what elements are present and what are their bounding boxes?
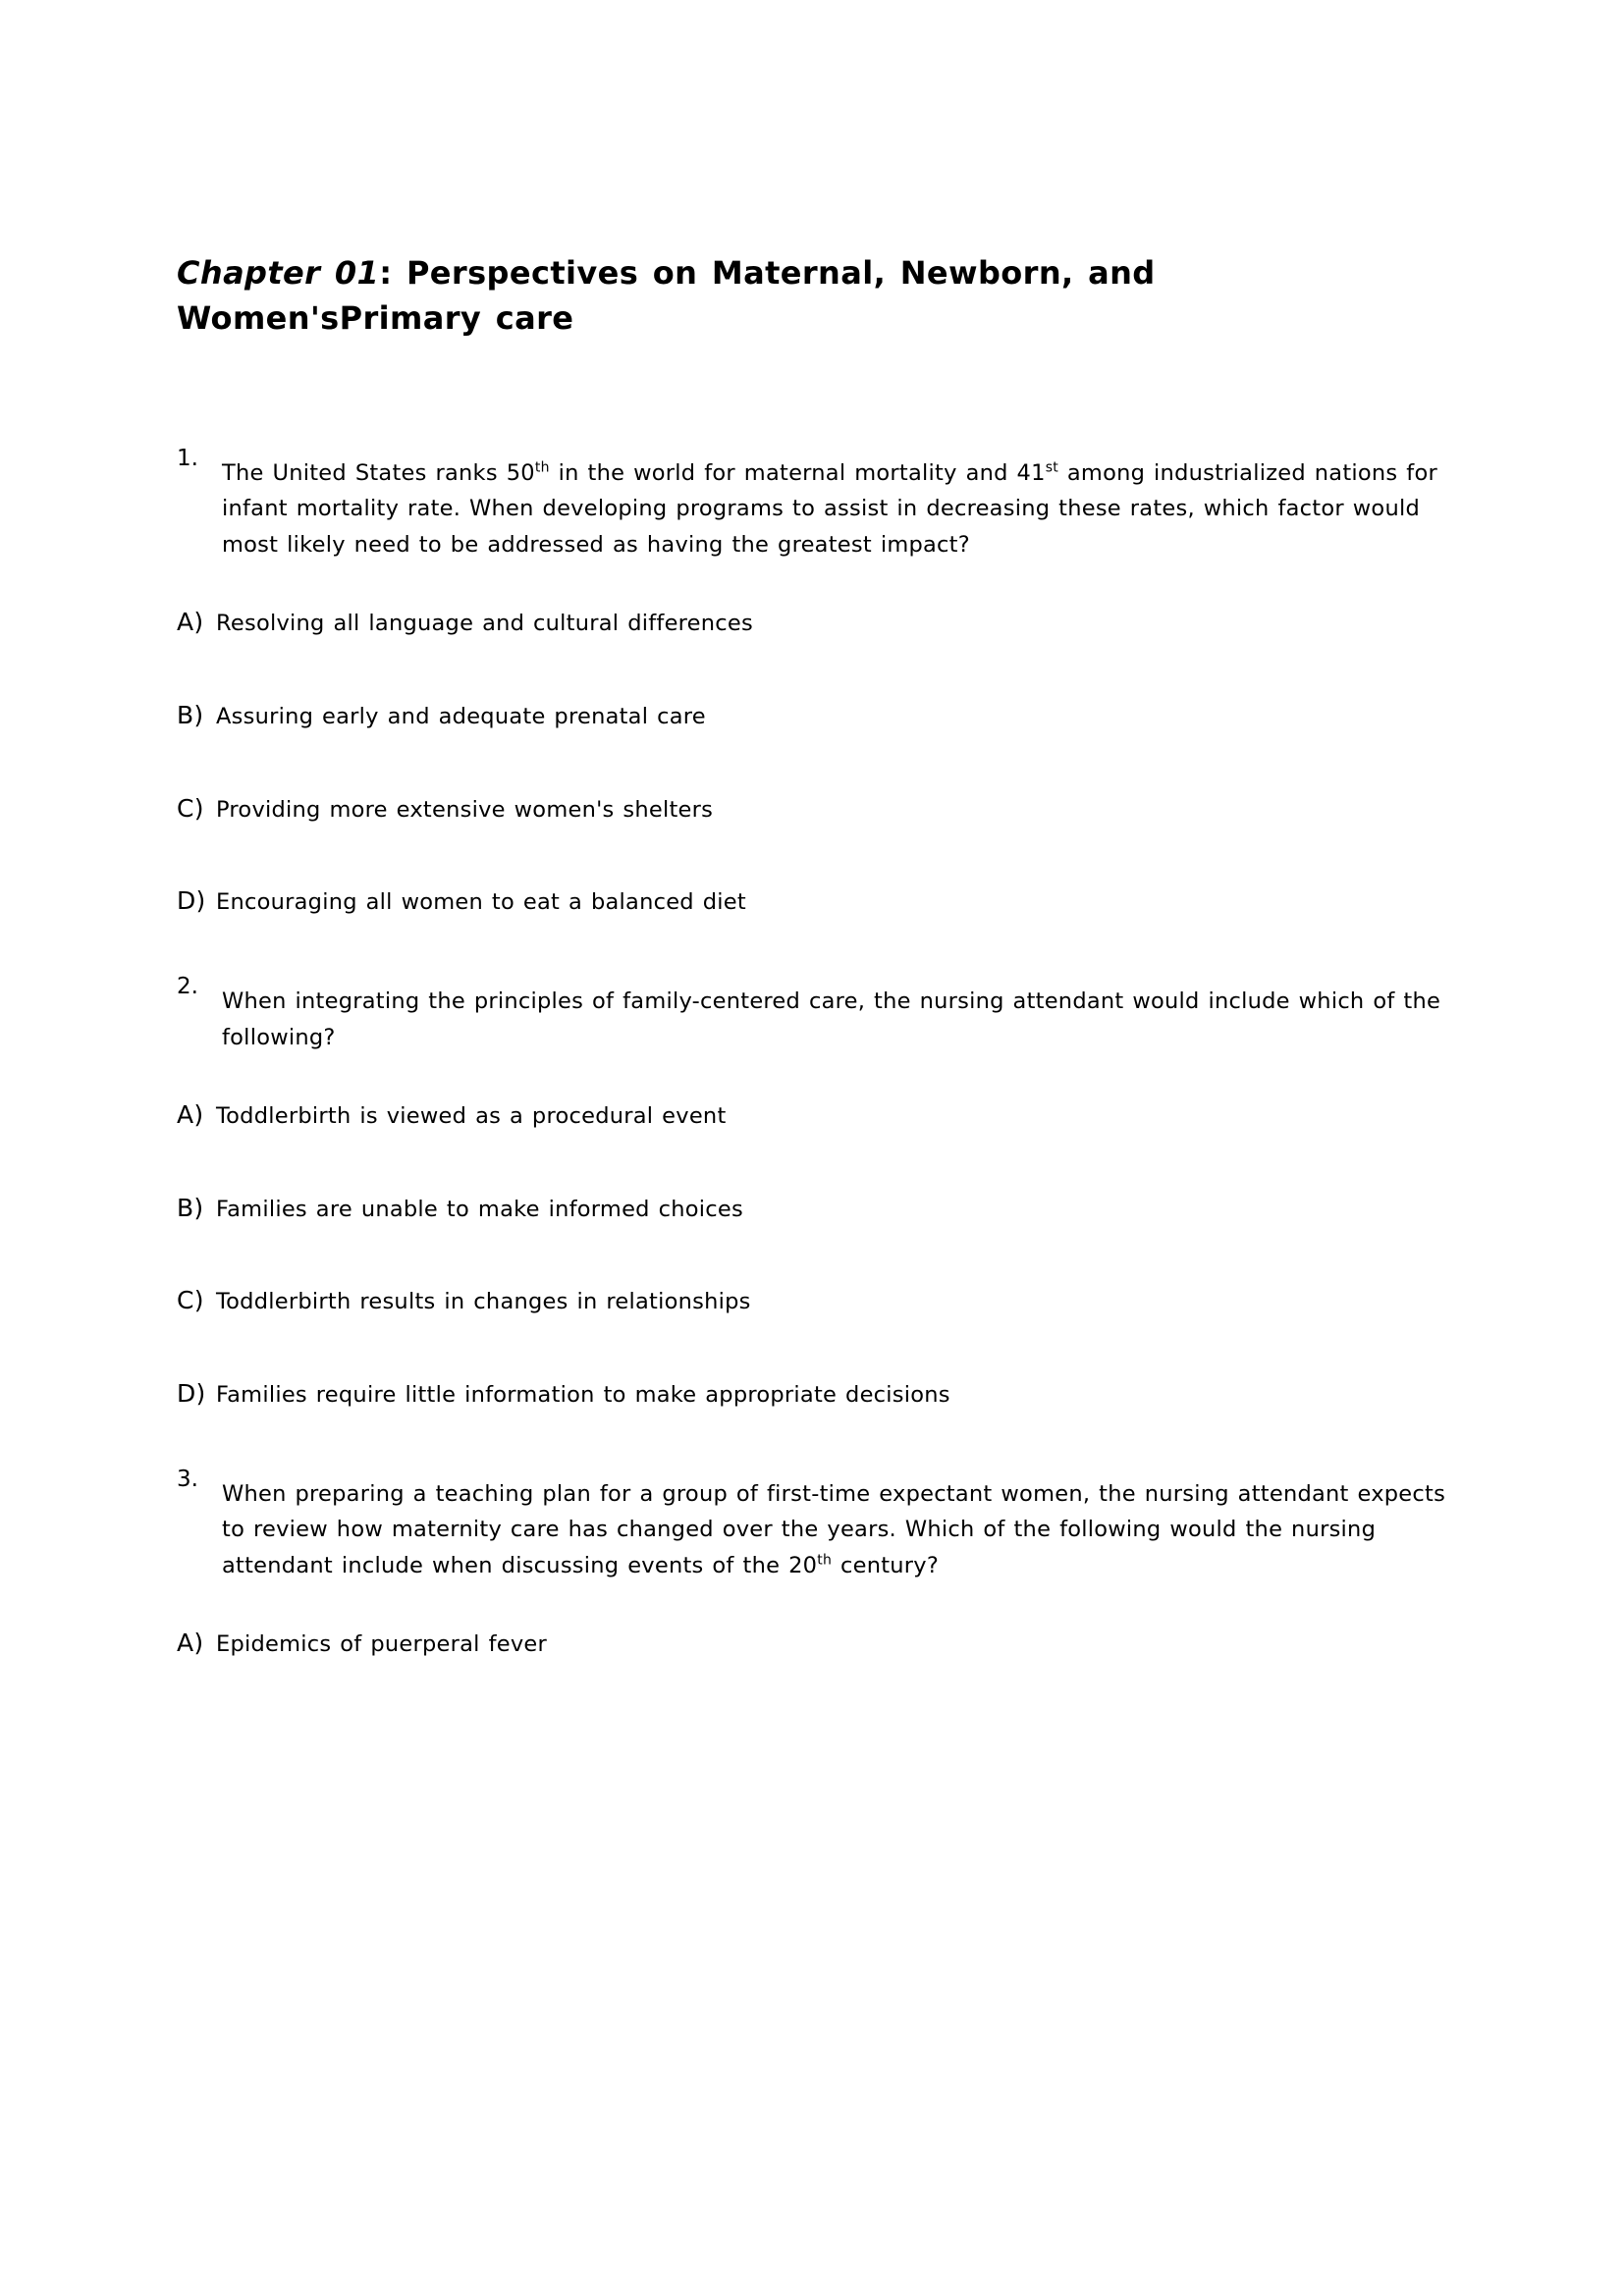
option-1-d[interactable]: [177, 882, 1447, 920]
question-1-number: 1.: [177, 445, 198, 471]
page-title: [177, 250, 1447, 342]
question-3-options: [177, 1625, 1447, 1662]
chapter-label: Chapter 01: [177, 254, 380, 292]
question-1-text: [222, 448, 1447, 562]
option-2-a-text: Toddlerbirth is viewed as a procedural event: [216, 1102, 727, 1129]
question-1-options: [177, 604, 1447, 920]
question-1-text-part2: in the world for maternal mortality and 41: [549, 459, 1046, 486]
question-2-options: [177, 1096, 1447, 1413]
option-2-a-letter: A): [177, 1099, 204, 1129]
question-2-row: [177, 976, 1447, 1055]
option-2-c[interactable]: [177, 1282, 1447, 1319]
option-1-d-text: Encouraging all women to eat a balanced diet: [216, 889, 746, 916]
question-1-sup1: th: [534, 459, 550, 476]
question-3-sup1: th: [817, 1552, 833, 1569]
option-2-c-letter: C): [177, 1286, 204, 1315]
option-1-d-letter: D): [177, 886, 206, 916]
option-2-c-text: Toddlerbirth results in changes in relationships: [216, 1289, 751, 1315]
question-1-text-part3: among industrialized nations for infant mortality rate. When developing programs to assist in decreasing these rates, which factor would most likely need to be addressed as having the greatest impact?: [222, 459, 1437, 558]
option-1-c-text: Providing more extensive women's shelters: [216, 796, 714, 823]
question-1-text-part1: The United States ranks 50: [222, 459, 535, 486]
question-3-text-part1: When preparing a teaching plan for a group of first-time expectant women, the nursing attendant expects to review how maternity care has changed over the years. Which of the following would the nursing attendant include when discussing events of the 20: [222, 1480, 1446, 1578]
option-3-a-letter: A): [177, 1629, 204, 1658]
option-1-a[interactable]: [177, 604, 1447, 641]
option-2-d-text: Families require little information to make appropriate decisions: [216, 1382, 950, 1409]
question-3-text: [222, 1468, 1447, 1583]
question-3-text-part3: century?: [832, 1552, 940, 1578]
questions-list: [177, 445, 1447, 1662]
question-2-text: When integrating the principles of family-centered care, the nursing attendant would include which of the following?: [222, 988, 1441, 1050]
question-1-row: [177, 445, 1447, 562]
question-1-sup2: st: [1045, 459, 1058, 476]
option-2-d[interactable]: [177, 1375, 1447, 1413]
option-2-b-letter: B): [177, 1193, 204, 1222]
option-1-a-letter: A): [177, 608, 204, 637]
question-2-number: 2.: [177, 974, 198, 1000]
question-block-1: [177, 445, 1447, 920]
option-2-a[interactable]: [177, 1096, 1447, 1134]
option-3-a[interactable]: [177, 1625, 1447, 1662]
option-2-d-letter: D): [177, 1379, 206, 1409]
option-1-c[interactable]: [177, 790, 1447, 828]
option-1-a-text: Resolving all language and cultural differences: [216, 611, 753, 637]
option-1-b-letter: B): [177, 700, 204, 729]
option-2-b[interactable]: [177, 1190, 1447, 1227]
option-2-b-text: Families are unable to make informed choices: [216, 1196, 743, 1222]
option-1-b[interactable]: [177, 697, 1447, 734]
chapter-title-rest: : Perspectives on Maternal, Newborn, and Women'sPrimary care: [177, 254, 1156, 338]
option-3-a-text: Epidemics of puerperal fever: [216, 1631, 548, 1658]
option-1-c-letter: C): [177, 793, 204, 823]
question-block-3: [177, 1468, 1447, 1662]
question-3-row: [177, 1468, 1447, 1583]
question-block-2: [177, 976, 1447, 1413]
question-3-number: 3.: [177, 1466, 198, 1492]
option-1-b-text: Assuring early and adequate prenatal care: [216, 703, 706, 729]
